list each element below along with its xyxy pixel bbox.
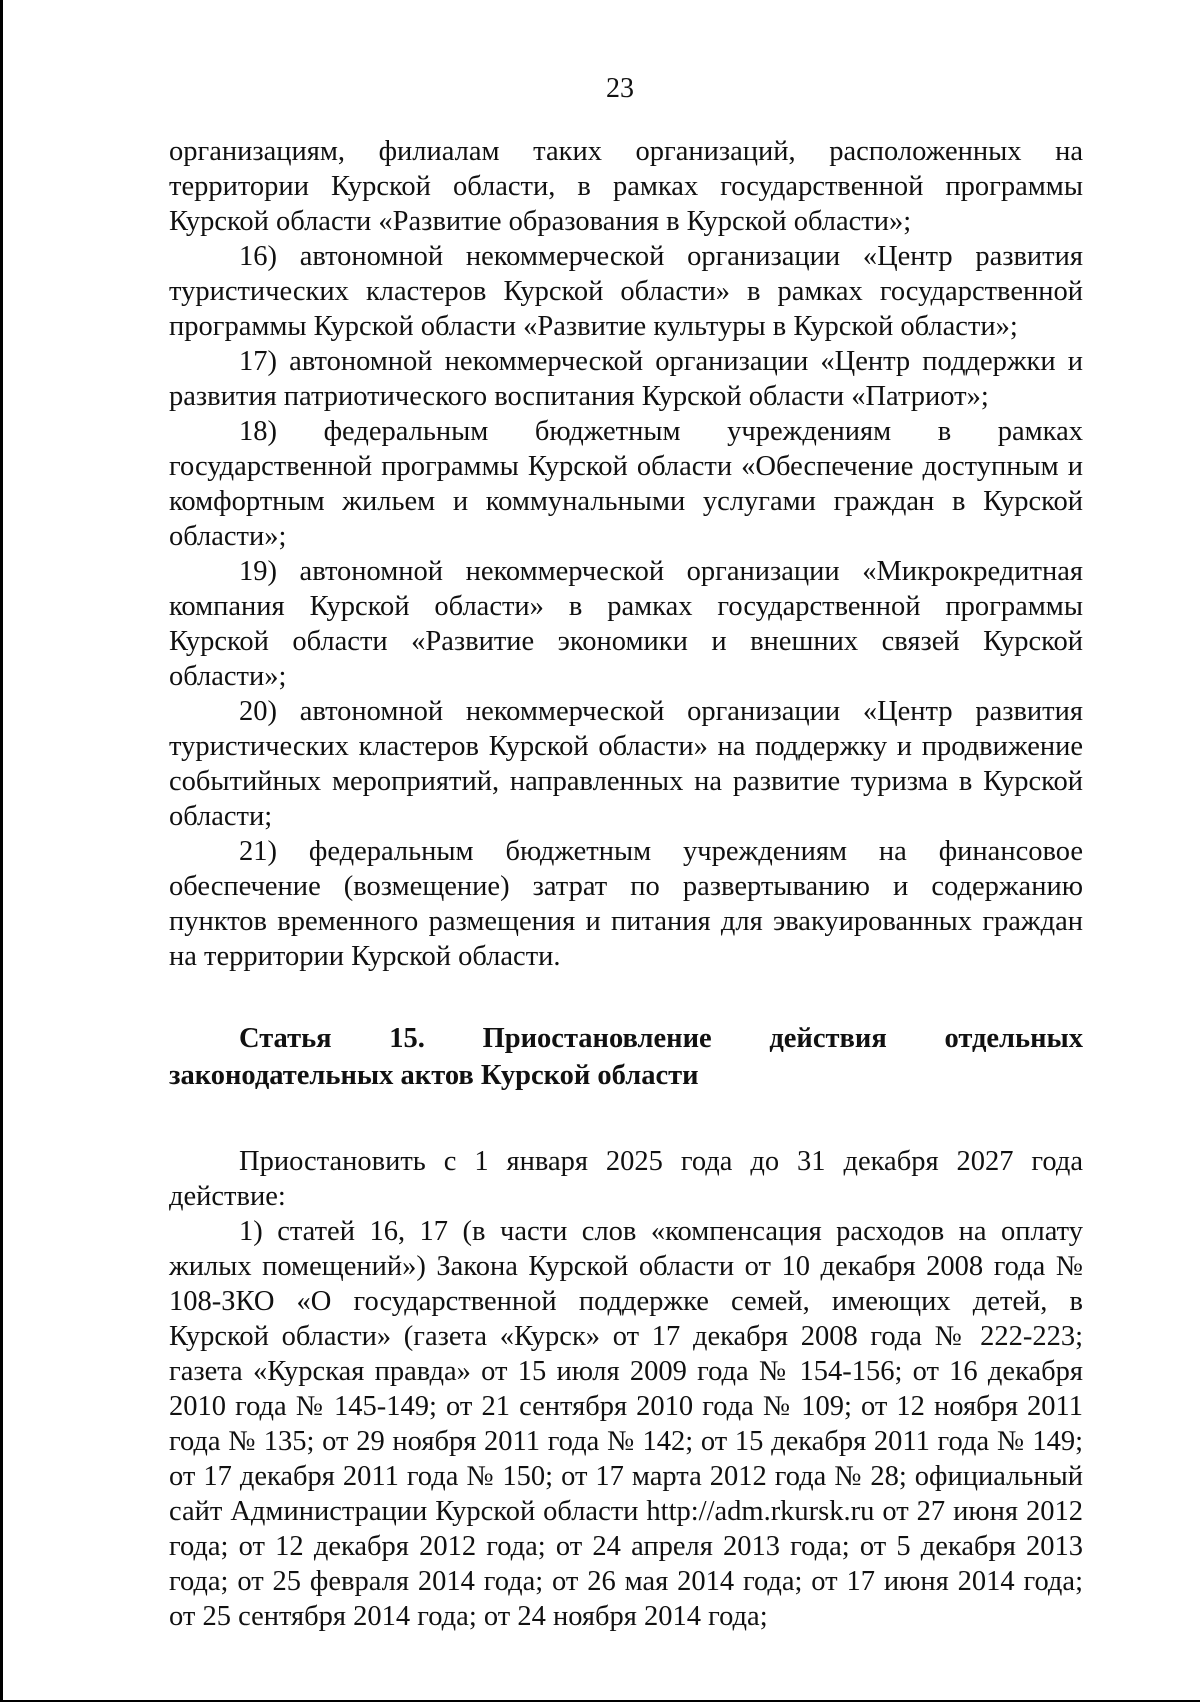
article-intro: Приостановить с 1 января 2025 года до 31 декабря 2027 года действие:	[169, 1146, 1083, 1212]
article-item-1: 1) статей 16, 17 (в части слов «компенсация расходов на оплату жилых помещений») Закона Курской области от 10 декабря 2008 года № 108-ЗКО «О государственной поддержке семей, имеющих детей, в Курской области» (газета «Курск» от 17 декабря 2008 года № 222-223; газета «Курская правда» от 15 июля 2009 года № 154-156; от 16 декабря 2010 года № 145-149; от 21 сентября 2010 года № 109; от 12 ноября 2011 года № 135; от 29 ноября 2011 года № 142; от 15 декабря 2011 года № 149; от 17 декабря 2011 года № 150; от 17 марта 2012 года № 28; официальный сайт Администрации Курской области http://adm.rkursk.ru от 27 июня 2012 года; от 12 декабря 2012 года; от 24 апреля 2013 года; от 5 декабря 2013 года; от 25 февраля 2014 года; от 26 мая 2014 года; от 17 июня 2014 года; от 25 сентября 2014 года; от 24 ноября 2014 года;	[169, 1216, 1083, 1632]
list-item-18: 18) федеральным бюджетным учреждениям в рамках государственной программы Курской области «Обеспечение доступным и комфортным жильем и коммунальными услугами граждан в Курской области»;	[169, 416, 1083, 552]
article-heading-line-2: законодательных актов Курской области	[169, 1060, 699, 1091]
scan-left-edge	[0, 0, 3, 1702]
document-body	[169, 134, 1083, 1634]
paragraph-continuation: организациям, филиалам таких организаций, расположенных на территории Курской области, в рамках государственной программы Курской области «Развитие образования в Курской области»;	[169, 136, 1083, 237]
article-heading	[169, 1020, 1083, 1094]
list-item-20: 20) автономной некоммерческой организации «Центр развития туристических кластеров Курской области» на поддержку и продвижение событийных мероприятий, направленных на развитие туризма в Курской области;	[169, 696, 1083, 832]
list-item-17: 17) автономной некоммерческой организации «Центр поддержки и развития патриотического воспитания Курской области «Патриот»;	[169, 346, 1083, 412]
article-heading-line-1: Статья 15. Приостановление действия отдельных	[239, 1023, 1083, 1054]
page-number: 23	[606, 73, 634, 104]
list-item-21: 21) федеральным бюджетным учреждениям на финансовое обеспечение (возмещение) затрат по развертыванию и содержанию пунктов временного размещения и питания для эвакуированных граждан на территории Курской области.	[169, 836, 1083, 972]
list-item-19: 19) автономной некоммерческой организации «Микрокредитная компания Курской области» в рамках государственной программы Курской области «Развитие экономики и внешних связей Курской области»;	[169, 556, 1083, 692]
list-item-16: 16) автономной некоммерческой организации «Центр развития туристических кластеров Курской области» в рамках государственной программы Курской области «Развитие культуры в Курской области»;	[169, 241, 1083, 342]
